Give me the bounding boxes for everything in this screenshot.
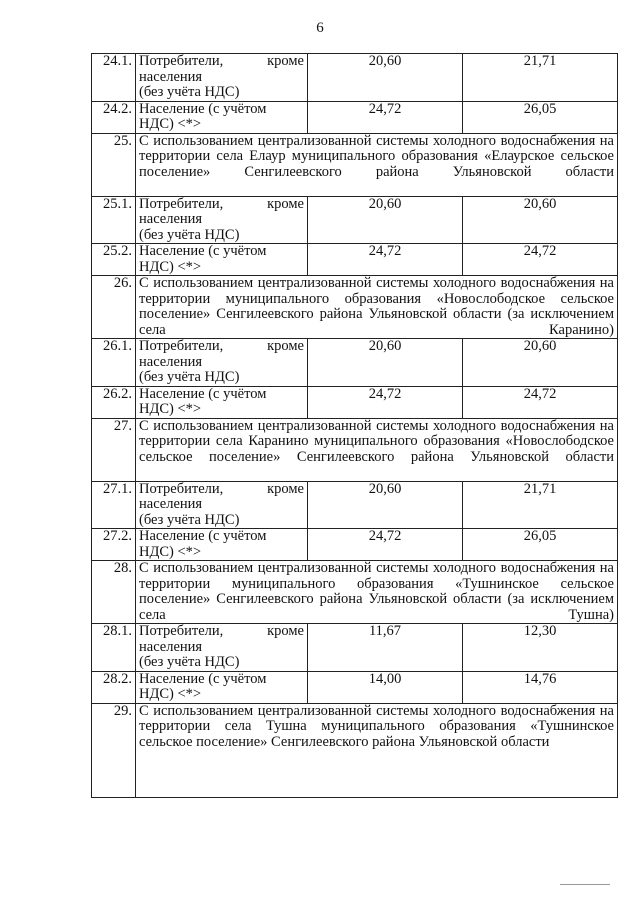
tariff-value-1: 24,72 (308, 101, 463, 133)
row-number: 24.2. (92, 101, 136, 133)
consumers-label-a: Потребители, (139, 480, 224, 497)
table-row (92, 244, 618, 276)
consumers-label-b: кроме (267, 338, 304, 354)
section-number: 25. (92, 133, 136, 196)
consumers-label-line3: (без учёта НДС) (139, 369, 240, 385)
tariff-value-1: 20,60 (308, 196, 463, 244)
consumer-category-cell (136, 671, 308, 703)
row-number: 28.1. (92, 624, 136, 672)
tariff-table (91, 53, 618, 798)
page-number: 6 (316, 20, 324, 36)
population-label-line1: Население (с учётом (139, 670, 267, 687)
table-row (92, 624, 618, 672)
table-row (92, 339, 618, 387)
consumers-label-line3: (без учёта НДС) (139, 654, 240, 670)
consumers-label-line3: (без учёта НДС) (139, 511, 240, 528)
consumers-label-b: кроме (267, 480, 304, 497)
population-label-line1: Население (с учётом (139, 385, 267, 402)
population-label-line2: НДС) <*> (139, 258, 202, 275)
tariff-value-1: 24,72 (308, 386, 463, 418)
table-row (92, 481, 618, 529)
row-number: 25.2. (92, 244, 136, 276)
row-number: 26.2. (92, 386, 136, 418)
table-row (92, 101, 618, 133)
section-description: С использованием централизованной системы холодного водоснабжения на территории села Елаур муниципального образования «Елаурское сельское поселение» Сенгилеевского района Ульяновской области (136, 133, 618, 196)
section-description: С использованием централизованной системы холодного водоснабжения на территории муниципального образования «Тушнинское сельское поселение» Сенгилеевского района Ульяновской области (за исключением села Тушна) (136, 561, 618, 624)
consumers-label-line2: населения (139, 496, 203, 512)
population-label-line1: Население (с учётом (139, 243, 267, 259)
consumer-category-cell (136, 101, 308, 133)
consumer-category-cell (136, 481, 308, 529)
row-number: 28.2. (92, 671, 136, 703)
tariff-value-2: 24,72 (463, 244, 618, 276)
tariff-value-2: 24,72 (463, 386, 618, 418)
tariff-value-2: 26,05 (463, 101, 618, 133)
consumers-label-line3: (без учёта НДС) (139, 226, 240, 243)
consumers-label-b: кроме (267, 623, 304, 639)
population-label-line2: НДС) <*> (139, 116, 202, 132)
population-label-line2: НДС) <*> (139, 686, 202, 702)
section-number: 27. (92, 418, 136, 481)
tariff-value-2: 21,71 (463, 481, 618, 529)
section-description: С использованием централизованной системы холодного водоснабжения на территории муниципального образования «Новослободское сельское поселение» Сенгилеевского района Ульяновской области (за исключением села Каранино) (136, 276, 618, 339)
section-number: 26. (92, 276, 136, 339)
table-row (92, 703, 618, 797)
section-number: 28. (92, 561, 136, 624)
tariff-value-1: 24,72 (308, 529, 463, 561)
consumer-category-cell (136, 196, 308, 244)
table-row (92, 529, 618, 561)
section-description: С использованием централизованной системы холодного водоснабжения на территории села Тушна муниципального образования «Тушнинское сельское поселение» Сенгилеевского района Ульяновской области (136, 703, 618, 797)
consumers-label-line2: населения (139, 638, 203, 655)
tariff-value-1: 20,60 (308, 54, 463, 102)
consumers-label-line2: населения (139, 211, 203, 227)
tariff-value-1: 24,72 (308, 244, 463, 276)
consumers-label-b: кроме (267, 53, 304, 69)
population-label-line1: Население (с учётом (139, 528, 267, 544)
consumer-category-cell (136, 529, 308, 561)
consumer-category-cell (136, 386, 308, 418)
tariff-value-2: 12,30 (463, 624, 618, 672)
row-number: 27.1. (92, 481, 136, 529)
section-description: С использованием централизованной системы холодного водоснабжения на территории села Каранино муниципального образования «Новослободское сельское поселение» Сенгилеевского района Ульяновской области (136, 418, 618, 481)
tariff-value-1: 20,60 (308, 481, 463, 529)
tariff-value-2: 20,60 (463, 196, 618, 244)
consumers-label-a: Потребители, (139, 623, 224, 639)
population-label-line1: Население (с учётом (139, 100, 267, 117)
table-row (92, 561, 618, 624)
table-row (92, 196, 618, 244)
table-row (92, 386, 618, 418)
consumers-label-a: Потребители, (139, 53, 224, 69)
consumers-label-line3: (без учёта НДС) (139, 84, 240, 100)
tariff-value-2: 14,76 (463, 671, 618, 703)
population-label-line2: НДС) <*> (139, 543, 202, 560)
row-number: 26.1. (92, 339, 136, 387)
row-number: 27.2. (92, 529, 136, 561)
row-number: 25.1. (92, 196, 136, 244)
consumer-category-cell (136, 54, 308, 102)
consumer-category-cell (136, 244, 308, 276)
tariff-value-1: 20,60 (308, 339, 463, 387)
tariff-value-2: 20,60 (463, 339, 618, 387)
table-row (92, 54, 618, 102)
table-row (92, 671, 618, 703)
consumers-label-b: кроме (267, 195, 304, 212)
table-row (92, 133, 618, 196)
consumer-category-cell (136, 624, 308, 672)
tariff-value-1: 14,00 (308, 671, 463, 703)
consumers-label-a: Потребители, (139, 338, 224, 354)
tariff-value-2: 21,71 (463, 54, 618, 102)
consumers-label-line2: населения (139, 68, 203, 85)
tariff-value-2: 26,05 (463, 529, 618, 561)
table-row (92, 276, 618, 339)
row-number: 24.1. (92, 54, 136, 102)
consumers-label-a: Потребители, (139, 195, 224, 212)
consumers-label-line2: населения (139, 353, 203, 370)
tariff-value-1: 11,67 (308, 624, 463, 672)
table-row (92, 418, 618, 481)
footer-rule (560, 884, 610, 885)
consumer-category-cell (136, 339, 308, 387)
population-label-line2: НДС) <*> (139, 401, 202, 417)
section-number: 29. (92, 703, 136, 797)
